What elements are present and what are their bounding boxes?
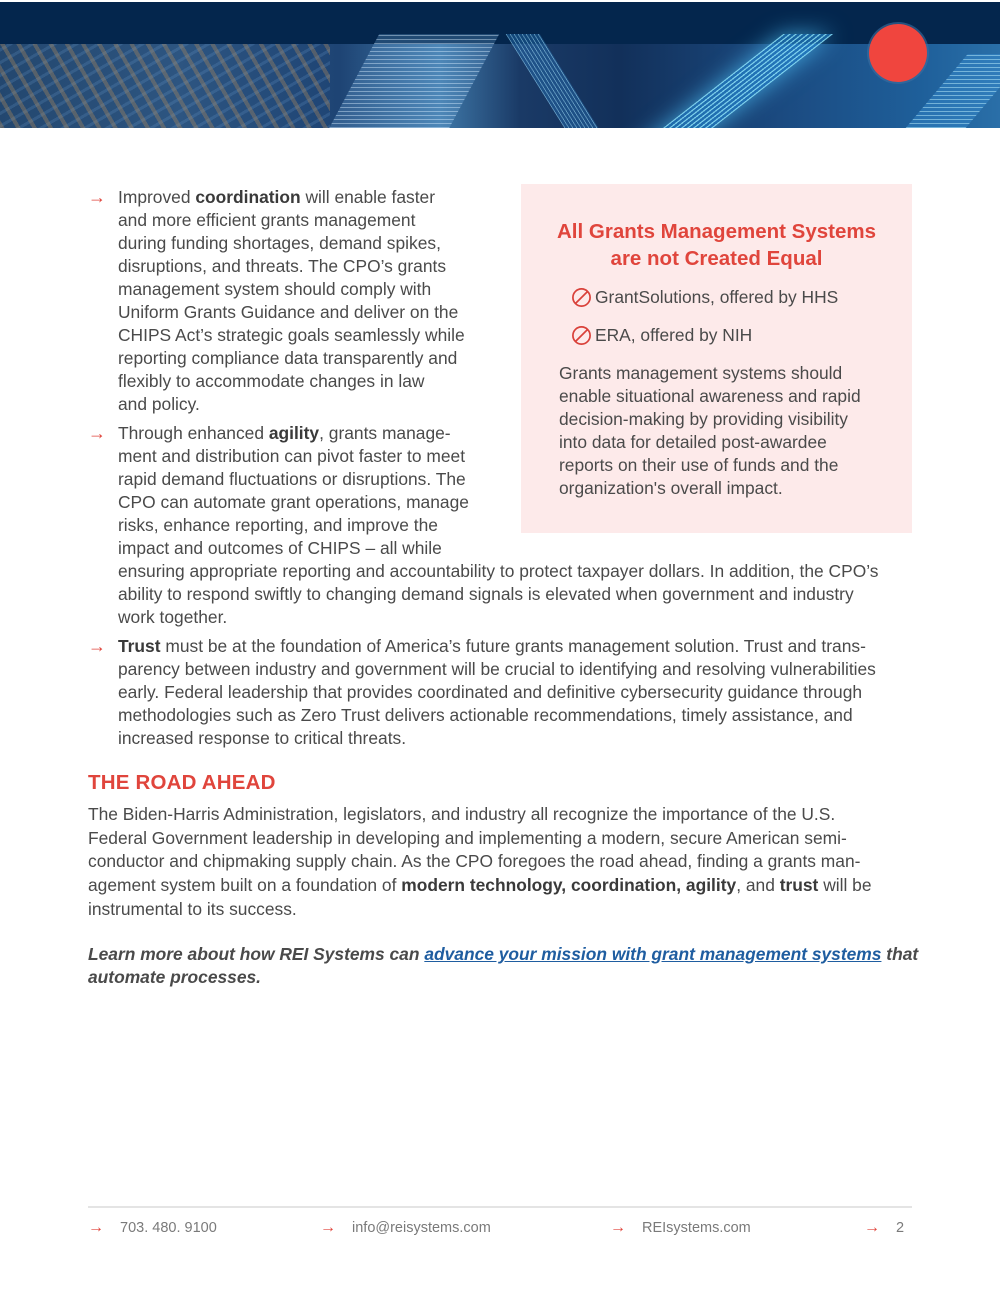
callout-box: [521, 184, 912, 533]
section-heading-road-ahead: THE ROAD AHEAD: [88, 771, 276, 794]
paragraph-line: Federal Government leadership in developing and implementing a modern, secure American semi-: [88, 827, 847, 848]
bullet-line: Through enhanced agility, grants manage-: [118, 423, 451, 443]
header-banner: [0, 2, 1000, 128]
bullet-line: Trust must be at the foundation of America’s future grants management solution. Trust and trans-: [118, 636, 866, 656]
banner-top-bar: [0, 2, 1000, 44]
callout-title-line: All Grants Management Systems: [557, 220, 876, 243]
callout-body-line: organization's overall impact.: [559, 478, 783, 498]
callout-body: [559, 362, 899, 500]
prohibited-icon: [571, 325, 592, 346]
call-to-action: [88, 943, 918, 989]
paragraph-line: instrumental to its success.: [88, 898, 297, 919]
footer-page-number: [864, 1219, 904, 1237]
page-number: 2: [896, 1220, 905, 1236]
bullet-coordination: [88, 186, 465, 416]
bullet-line: CHIPS Act’s strategic goals seamlessly while: [118, 325, 465, 345]
arrow-right-icon: →: [88, 1219, 104, 1236]
paragraph-line: conductor and chipmaking supply chain. As the CPO foregoes the road ahead, finding a grants man-: [88, 851, 861, 872]
circuit-board-texture: [0, 44, 330, 128]
bullet-line: risks, enhance reporting, and improve the: [118, 515, 438, 535]
chip-ribbon-2: [506, 34, 609, 128]
bullet-line: ability to respond swiftly to changing demand signals is elevated when government and industry: [118, 584, 854, 604]
cta-line: Learn more about how REI Systems can advance your mission with grant management systems that: [88, 944, 919, 964]
bullet-line: disruptions, and threats. The CPO’s grants: [118, 256, 447, 276]
bullet-line: CPO can automate grant operations, manage: [118, 492, 469, 512]
footer-divider: [88, 1206, 912, 1208]
callout-body-line: enable situational awareness and rapid: [559, 386, 861, 406]
website-link[interactable]: REIsystems.com: [642, 1220, 751, 1236]
arrow-right-icon: →: [88, 187, 106, 207]
bullet-line: rapid demand fluctuations or disruptions. The: [118, 469, 466, 489]
bullet-line: increased response to critical threats.: [118, 728, 407, 748]
bullet-line: ensuring appropriate reporting and accountability to protect taxpayer dollars. In addition, the CPO’s: [118, 561, 879, 581]
bullet-line: during funding shortages, demand spikes,: [118, 233, 441, 253]
bullet-line: Improved coordination will enable faster: [118, 187, 436, 207]
bullet-line: work together.: [118, 607, 228, 627]
arrow-right-icon: →: [864, 1219, 880, 1236]
bullet-line: management system should comply with: [118, 279, 432, 299]
callout-item-label: ERA, offered by NIH: [595, 325, 753, 345]
arrow-right-icon: →: [320, 1219, 336, 1236]
bullet-line: reporting compliance data transparently and: [118, 348, 458, 368]
paragraph-line: The Biden-Harris Administration, legislators, and industry all recognize the importance of the U.S.: [88, 804, 836, 824]
bullet-line: impact and outcomes of CHIPS – all while: [118, 538, 442, 558]
footer-phone: [88, 1219, 217, 1237]
cta-line: automate processes.: [88, 967, 262, 987]
circuit-board-image: [0, 44, 1000, 128]
bullet-line: parency between industry and government will be crucial to identifying and resolving vulnerabilities: [118, 659, 876, 679]
arrow-right-icon: →: [88, 423, 106, 443]
bullet-line: flexibly to accommodate changes in law: [118, 371, 425, 391]
callout-body-line: decision-making by providing visibility: [559, 409, 849, 429]
paragraph-line: agement system built on a foundation of modern technology, coordination, agility, and trust will be: [88, 875, 872, 896]
bullet-line: methodologies such as Zero Trust delivers actionable recommendations, timely assistance, and: [118, 705, 853, 725]
callout-body-line: into data for detailed post-awardee: [559, 432, 827, 452]
bullet-line: Uniform Grants Guidance and deliver on the: [118, 302, 459, 322]
footer-email[interactable]: [320, 1219, 491, 1237]
callout-title-line: are not Created Equal: [610, 247, 823, 270]
chip-ribbon-1: [321, 34, 499, 128]
bullet-line: and more efficient grants management: [118, 210, 416, 230]
callout-body-line: Grants management systems should: [559, 363, 843, 383]
prohibited-icon: [571, 287, 592, 308]
chip-ribbon-glowing: [617, 34, 833, 128]
bullet-line: ment and distribution can pivot faster to meet: [118, 446, 466, 466]
callout-title: [521, 218, 912, 272]
bullet-line: and policy.: [118, 394, 200, 414]
footer-website[interactable]: [610, 1219, 751, 1237]
bullet-trust: [88, 635, 876, 750]
phone-number: 703. 480. 9100: [120, 1220, 217, 1236]
callout-item-label: GrantSolutions, offered by HHS: [595, 287, 839, 307]
callout-item-grantsolutions: [571, 286, 838, 309]
arrow-right-icon: →: [610, 1219, 626, 1236]
bullet-line: early. Federal leadership that provides coordinated and definitive cybersecurity guidance through: [118, 682, 863, 702]
callout-item-era: [571, 324, 752, 347]
road-ahead-paragraph: [88, 803, 918, 922]
arrow-right-icon: →: [88, 636, 106, 656]
callout-body-line: reports on their use of funds and the: [559, 455, 839, 475]
email-address[interactable]: info@reisystems.com: [352, 1220, 491, 1236]
grant-management-systems-link[interactable]: advance your mission with grant management systems: [424, 944, 882, 964]
red-circle-accent: [869, 24, 927, 82]
